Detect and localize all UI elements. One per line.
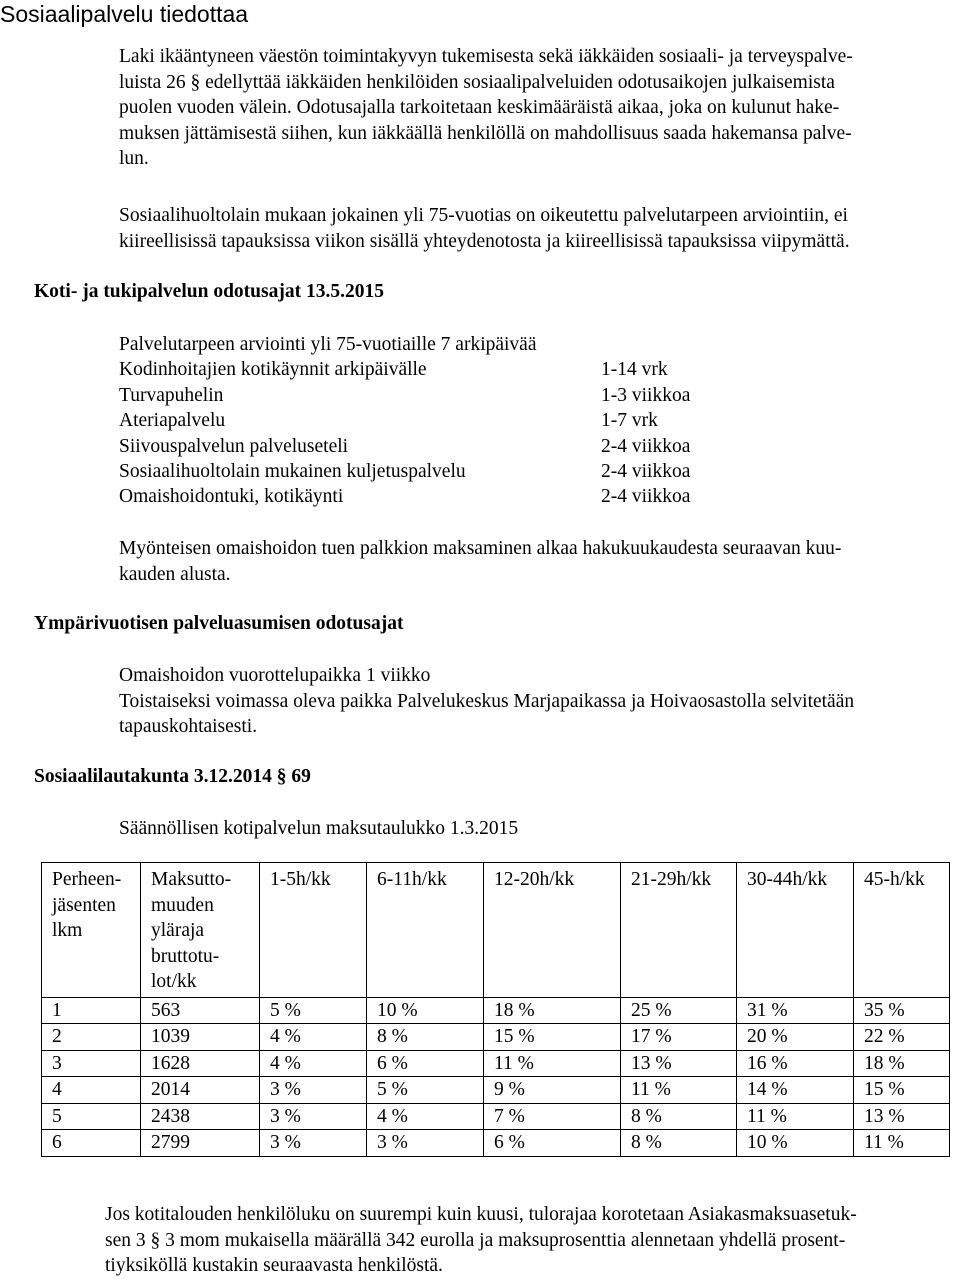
service-wait: 1-14 vrk (601, 359, 668, 381)
service-name: Sosiaalihuoltolain mukainen kuljetuspalvelu (119, 460, 466, 482)
caregiver-note (119, 536, 955, 587)
service-wait: 2-4 viikkoa (601, 460, 691, 482)
header-hours-6-11 (367, 863, 484, 998)
table-cell: 1039 (141, 1024, 260, 1051)
service-row (119, 484, 719, 509)
table-cell: 3 (42, 1050, 141, 1077)
table-cell: 6 (42, 1130, 141, 1157)
table-cell: 11 % (621, 1077, 737, 1104)
service-name: Kodinhoitajien kotikäynnit arkipäivälle (119, 359, 427, 381)
footer-line: sen 3 § 3 mom mukaisella määrällä 342 eurolla ja maksuprosenttia alennetaan yhdellä prosent- (105, 1229, 846, 1251)
table-cell: 5 % (260, 997, 367, 1024)
table-cell: 22 % (854, 1024, 950, 1051)
table-cell: 4 % (260, 1050, 367, 1077)
header-line: lot/kk (151, 971, 197, 992)
service-wait: 1-3 viikkoa (601, 384, 691, 406)
intro-line: Sosiaalihuoltolain mukaan jokainen yli 75-vuotias on oikeutettu palvelutarpeen arviointiin, ei (119, 205, 848, 226)
service-row (119, 459, 719, 484)
header-line: 45-h/kk (864, 869, 925, 890)
service-wait: 2-4 viikkoa (601, 486, 691, 508)
service-name: Omaishoidontuki, kotikäynti (119, 486, 344, 508)
service-name: Siivouspalvelun palveluseteli (119, 435, 349, 457)
table-cell: 3 % (260, 1103, 367, 1130)
header-hours-30-44 (737, 863, 854, 998)
table-cell: 4 (42, 1077, 141, 1104)
table-cell: 11 % (854, 1130, 950, 1157)
table-cell: 2 (42, 1024, 141, 1051)
header-hours-21-29 (621, 863, 737, 998)
table-cell: 15 % (484, 1024, 621, 1051)
housing-heading: Ympärivuotisen palveluasumisen odotusajat (34, 613, 404, 634)
table-cell: 2438 (141, 1103, 260, 1130)
table-cell: 17 % (621, 1024, 737, 1051)
table-cell: 2014 (141, 1077, 260, 1104)
table-cell: 7 % (484, 1103, 621, 1130)
intro-line: muksen jättämisestä siihen, kun iäkkäällä henkilöllä on mahdollisuus saada hakemansa palve- (119, 122, 852, 144)
table-cell: 6 % (484, 1130, 621, 1157)
table-cell: 8 % (621, 1103, 737, 1130)
table-cell: 5 % (367, 1077, 484, 1104)
home-care-heading: Koti- ja tukipalvelun odotusajat 13.5.2015 (34, 281, 384, 302)
home-care-wait-list (119, 332, 719, 510)
table-cell: 2799 (141, 1130, 260, 1157)
table-row (42, 1024, 950, 1051)
intro-paragraph-2 (119, 203, 955, 254)
table-cell: 10 % (367, 997, 484, 1024)
intro-line: kiireellisissä tapauksissa viikon sisällä yhteydenotosta ja kiireellisissä tapauksissa viipymättä. (119, 230, 850, 252)
service-row (119, 383, 719, 408)
table-cell: 10 % (737, 1130, 854, 1157)
table-cell: 4 % (367, 1103, 484, 1130)
table-cell: 11 % (484, 1050, 621, 1077)
table-cell: 13 % (854, 1103, 950, 1130)
service-wait: 2-4 viikkoa (601, 435, 691, 457)
intro-paragraph-1 (119, 44, 955, 172)
table-cell: 18 % (484, 997, 621, 1024)
header-line: Perheen- (52, 869, 122, 890)
table-row (42, 1050, 950, 1077)
table-cell: 3 % (260, 1077, 367, 1104)
header-line: 12-20h/kk (494, 869, 575, 890)
table-cell: 25 % (621, 997, 737, 1024)
note-line: Myönteisen omaishoidon tuen palkkion maksaminen alkaa hakukuukaudesta seuraavan kuu- (119, 538, 842, 559)
table-cell: 31 % (737, 997, 854, 1024)
table-row (42, 1130, 950, 1157)
fee-table-header-row (42, 863, 950, 998)
header-household-size (42, 863, 141, 998)
fee-table (41, 862, 950, 1157)
assessment-text: Palvelutarpeen arviointi yli 75-vuotiaille 7 arkipäivää (119, 334, 537, 355)
header-line: muuden (151, 894, 214, 916)
header-line: lkm (52, 920, 83, 941)
header-line: jäsenten (52, 894, 116, 916)
intro-line: lun. (119, 148, 149, 169)
header-line: 21-29h/kk (631, 869, 712, 890)
table-cell: 1 (42, 997, 141, 1024)
service-row (119, 408, 719, 433)
fee-table-title: Säännöllisen kotipalvelun maksutaulukko 1.3.2015 (119, 818, 519, 839)
header-hours-12-20 (484, 863, 621, 998)
header-hours-1-5 (260, 863, 367, 998)
service-name: Ateriapalvelu (119, 410, 226, 432)
page-title: Sosiaalipalvelu tiedottaa (0, 1, 249, 27)
header-line: 6-11h/kk (377, 869, 447, 890)
service-name: Turvapuhelin (119, 384, 224, 406)
table-row (42, 997, 950, 1024)
table-cell: 9 % (484, 1077, 621, 1104)
table-cell: 35 % (854, 997, 950, 1024)
table-cell: 1628 (141, 1050, 260, 1077)
header-line: yläraja (151, 920, 205, 941)
header-line: 1-5h/kk (270, 869, 331, 890)
housing-line: tapauskohtaisesti. (119, 716, 258, 737)
housing-line: Omaishoidon vuorottelupaikka 1 viikko (119, 665, 431, 686)
table-cell: 15 % (854, 1077, 950, 1104)
header-line: 30-44h/kk (747, 869, 828, 890)
service-row (119, 434, 719, 459)
intro-line: Laki ikääntyneen väestön toimintakyvyn tukemisesta sekä iäkkäiden sosiaali- ja terveyspalve- (119, 46, 853, 67)
housing-line: Toistaiseksi voimassa oleva paikka Palvelukeskus Marjapaikassa ja Hoivaosastolla selvitetään (119, 690, 855, 712)
header-line: Maksutto- (151, 869, 232, 890)
table-cell: 3 % (260, 1130, 367, 1157)
header-hours-45 (854, 863, 950, 998)
table-cell: 8 % (367, 1024, 484, 1051)
service-row (119, 357, 719, 382)
table-row (42, 1103, 950, 1130)
table-cell: 16 % (737, 1050, 854, 1077)
table-row (42, 1077, 950, 1104)
table-cell: 563 (141, 997, 260, 1024)
table-cell: 3 % (367, 1130, 484, 1157)
table-cell: 6 % (367, 1050, 484, 1077)
note-line: kauden alusta. (119, 563, 231, 585)
intro-line: luista 26 § edellyttää iäkkäiden henkilöiden sosiaalipalveluiden odotusaikojen julkaisemista (119, 71, 835, 93)
header-income-limit (141, 863, 260, 998)
assessment-row (119, 332, 719, 357)
table-cell: 14 % (737, 1077, 854, 1104)
board-heading: Sosiaalilautakunta 3.12.2014 § 69 (34, 766, 311, 787)
table-cell: 20 % (737, 1024, 854, 1051)
header-line: bruttotu- (151, 945, 220, 967)
table-cell: 11 % (737, 1103, 854, 1130)
table-cell: 8 % (621, 1130, 737, 1157)
table-cell: 18 % (854, 1050, 950, 1077)
service-wait: 1-7 vrk (601, 410, 658, 432)
table-cell: 5 (42, 1103, 141, 1130)
housing-text (119, 663, 955, 740)
table-cell: 4 % (260, 1024, 367, 1051)
footer-line: Jos kotitalouden henkilöluku on suurempi kuin kuusi, tulorajaa korotetaan Asiakasmaksuasetuk- (105, 1204, 857, 1225)
footer-line: tiyksiköllä kustakin seuraavasta henkilöstä. (105, 1255, 443, 1276)
footer-note (105, 1202, 955, 1279)
table-cell: 13 % (621, 1050, 737, 1077)
intro-line: puolen vuoden välein. Odotusajalla tarkoitetaan keskimääräistä aikaa, joka on kulunut hake- (119, 97, 840, 118)
